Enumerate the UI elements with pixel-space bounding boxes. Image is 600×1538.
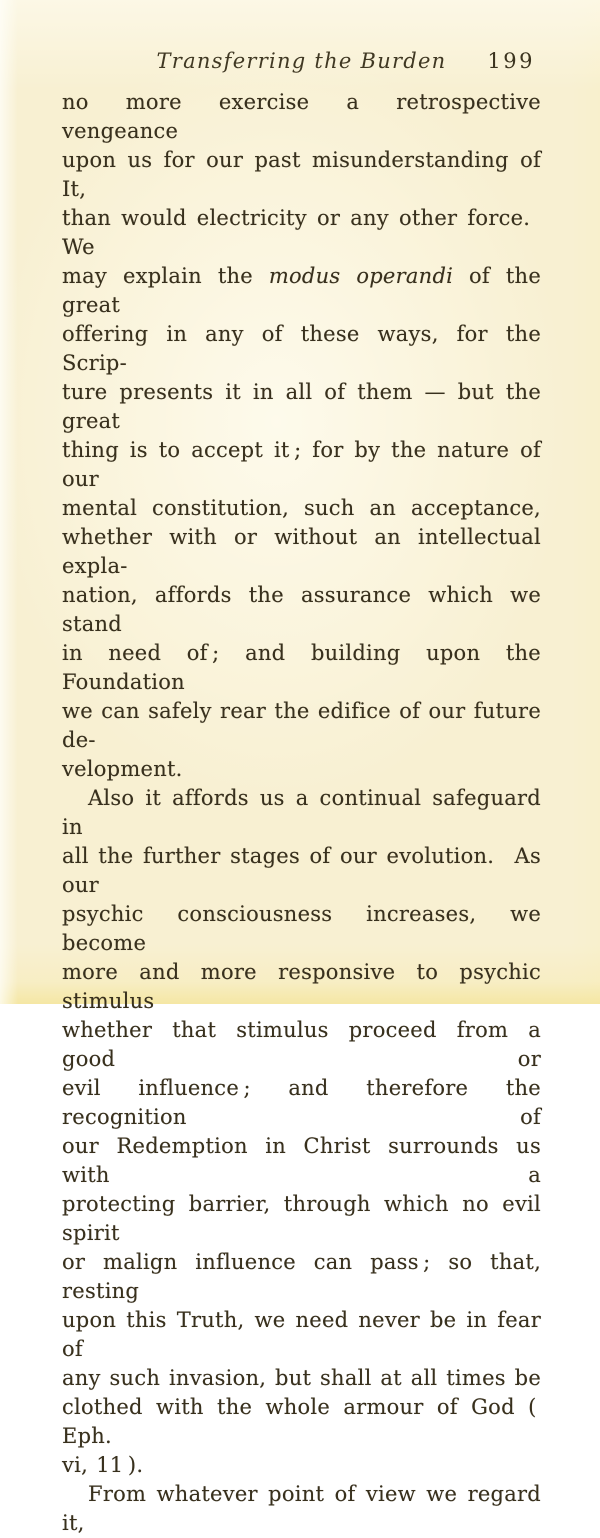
text-line: protecting barrier, through which no evil spirit	[62, 1192, 550, 1245]
text-line: vi, 11 ).	[62, 1453, 144, 1477]
text-line: psychic consciousness increases, we become	[62, 902, 550, 955]
text-line: upon this Truth, we need never be in fear of	[62, 1308, 550, 1361]
text-line: or malign influence can pass ; so that, resting	[62, 1250, 550, 1303]
text-line: offering in any of these ways, for the Scrip-	[62, 322, 550, 375]
text-line: may explain the modus operandi of the great	[62, 264, 550, 317]
text-line: ture presents it in all of them — but the great	[62, 380, 550, 433]
text-line: whether with or without an intellectual expla-	[62, 525, 550, 578]
text-line: thing is to accept it ; for by the nature of our	[62, 438, 550, 491]
text-line: than would electricity or any other force. We	[62, 206, 550, 259]
text-line: nation, affords the assurance which we stand	[62, 583, 550, 636]
text-line: whether that stimulus proceed from a good or	[62, 1018, 550, 1071]
text-line: our Redemption in Christ surrounds us with a	[62, 1134, 550, 1187]
text-line: clothed with the whole armour of God ( Eph.	[62, 1395, 541, 1448]
text-line: no more exercise a retrospective vengeance	[62, 90, 550, 143]
text-line: velopment.	[62, 757, 183, 781]
text-line: Also it affords us a continual safeguard in	[62, 786, 550, 839]
text-line: we can safely rear the edifice of our future de-	[62, 699, 550, 752]
text-line: mental constitution, such an acceptance,	[62, 496, 541, 520]
text-line: in need of ; and building upon the Foundation	[62, 641, 550, 694]
text-line: From whatever point of view we regard it,	[62, 1482, 550, 1535]
page-text	[62, 88, 550, 1538]
running-header-title: Transferring the Burden	[156, 49, 447, 73]
text-line: more and more responsive to psychic stimulus	[62, 960, 550, 1013]
page-header	[62, 46, 541, 76]
text-line: any such invasion, but shall at all times be	[62, 1366, 541, 1390]
page-number: 199	[487, 49, 535, 73]
text-line: evil influence ; and therefore the recognition of	[62, 1076, 550, 1129]
text-line: upon us for our past misunderstanding of It,	[62, 148, 550, 201]
text-line: all the further stages of our evolution. As our	[62, 844, 550, 897]
